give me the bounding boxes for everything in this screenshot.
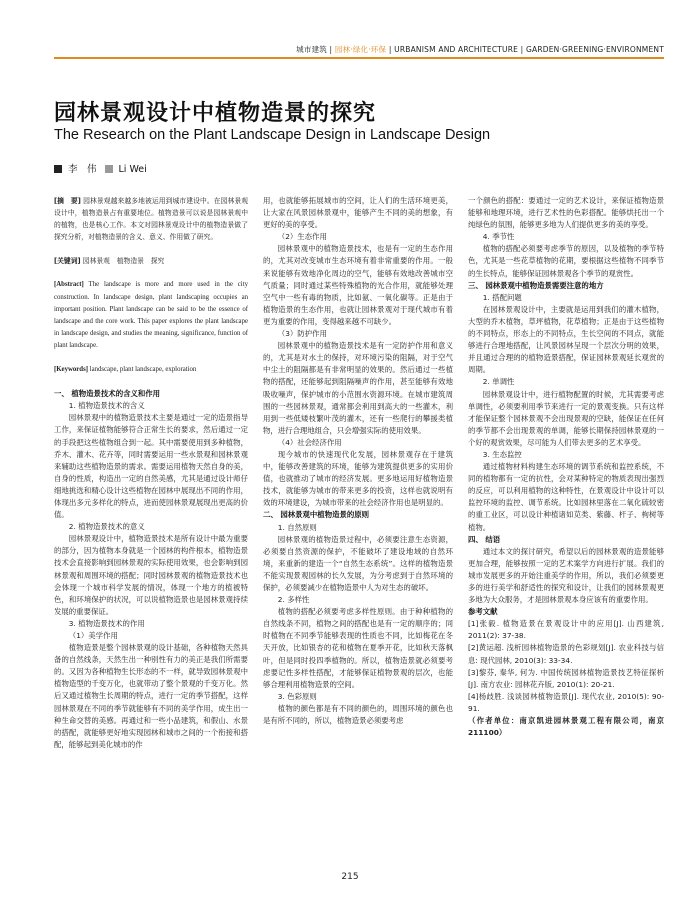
keywords-cn: [关键词] 园林景观 植物造景 探究 [54, 257, 165, 266]
page-number: 215 [341, 872, 359, 882]
gray-square-icon [105, 165, 113, 173]
subsection-heading: 3. 植物造景技术的作用 [68, 618, 145, 628]
column-3 [468, 195, 664, 739]
paragraph: 园林景观中的植物造景技术，也是有一定的生态作用的，尤其对改变城市生态环境有着非常重要的作用。一般来说能够有效地净化周边的空气，能够有效地改善城市空气质量；同时通过某些特殊植物的光合作用，就能够处理空气中一些有毒的物质，比如氨、一氧化碳等。正是由于植物造景的生态作用，也就让园林景观对于现代城市有着更为重要的作用，变得越来越不可缺少。 [263, 244, 453, 326]
subsection-heading: 2. 单调性 [482, 377, 515, 387]
reference-item: [3]黎芬, 秦华, 何为. 中国传统园林植物造景技艺特征探析[J]. 南方农业: 园林花卉版, 2010(1): 20-21. [468, 667, 664, 689]
header-rule [54, 57, 664, 59]
subsection-heading: 1. 植物造景技术的含义 [68, 401, 145, 411]
paragraph: 现今城市的快速现代化发展，园林景观存在于建筑中，能够改善建筑的环境，能够为建筑提供更多的实用价值，也就推动了城市的经济发展。更多地运用好植物造景技术，就能够为城市的带来更多的投资，这样也就说明有效的环境建设，为城市带来的社会经济作用也是明显的。 [263, 449, 453, 508]
subsection-heading: 2. 植物造景技术的意义 [68, 522, 145, 532]
reference-item: [4]杨歧胜. 浅谈园林植物造景[J]. 现代农业, 2010(5): 90-91. [468, 691, 664, 713]
title-chinese: 园林景观设计中植物造景的探究 [54, 101, 377, 126]
paragraph: 在园林景观设计中，主要就是运用到我们的灌木植物，大型的乔木植物，草坪植物，花草植物；正是由于这些植物的不同特点，形态上的不同特点，生长空间的不同点，就能够进行合理地搭配，让风景园林呈现一个层次分明的效果，并且通过合理的的植物造景搭配，保证园林景观延长观赏的周期。 [468, 304, 664, 375]
abstract-cn: [摘 要] 园林景观越来越多地被运用到城市建设中。在园林景观设计中，植物造景占有重要地位。植物造景可以说是园林景观中的植物，也是核心工作。本文对园林景观设计中的植物造景做了探究分析，对植物造景的含义、意义、作用做了研究。 [54, 197, 248, 242]
paragraph: 通过植物材料构建生态环境的调节系统和监控系统，不同的植物都有一定的抗性，会对某种特定的物质表现出强烈的反应，可以利用植物的这种特性，在景观设计中设计可以监控环境的监控、调节系统。比如园林里落在二氧化硫较密的重工业区，可以设计种植诸如苋类、紫藤、杆子、枸树等植物。 [468, 462, 664, 532]
subsection-heading: 3. 生态监控 [482, 449, 522, 459]
subsection-heading: 3. 色彩原则 [277, 691, 317, 701]
section-heading-4: 四、 结语 [468, 534, 501, 544]
paragraph: 一个颜色的搭配：要通过一定的艺术设计，来保证植物造景能够和地理环境，进行艺术性的色彩搭配。能够烘托出一个纯绿色的氛围，能够更多地为人们提供更多的美的享受。 [468, 196, 664, 230]
subsection-heading: 4. 季节性 [482, 232, 515, 242]
column-2 [263, 195, 453, 727]
subsection-heading: 1. 自然原则 [277, 522, 317, 532]
paragraph: 植物造景是整个园林景观的设计基础，各种植物天然具备的自然线条，天然生出一种别性有力的美正是我们所需要的。又因为各种植物生长形态的不一样，就导致园林景观中植物造型的千变万化，也就带动了整个景观的千变万化。然后又通过植物生长周期的特点，进行一定的季节搭配，这样园林景观在不同的季节就能够有不同的美学作用，成生出一种生命交替的美感。再通过和一些小品建筑，和假山、水景的搭配，就能够更好地实现园林和城市之间的一个衔接和搭配，能够起到美化城市的作 [54, 643, 248, 749]
column-1 [54, 195, 248, 751]
subsection-heading: （2）生态作用 [277, 232, 327, 242]
paragraph: 园林景观中的植物造景技术是有一定防护作用和意义的，尤其是对水土的保持，对环境污染的阻隔，对于空气中尘土的阻隔都是有非常明显的效果的。然后通过一些植物的搭配，还能够起到阻隔噪声的作用，甚至能够有效地吸收噪声，保护城市的小范围水资源环境。在城市建筑周围的一些园林景观，通常都会利用到高大的一些灌木，利用到一些低矮枝繁叶茂的灌木，还有一些爬行的攀援类植物，进行合理地组合，只会增强实际的使用效果。 [263, 341, 453, 435]
section-heading-2: 二、 园林景观中植物造景的原则 [263, 510, 370, 520]
section-heading-1: 一、 植物造景技术的含义和作用 [54, 389, 161, 399]
subsection-heading: （3）防护作用 [277, 329, 327, 339]
subsection-heading: 2. 多样性 [277, 595, 310, 605]
author-affiliation: （作者单位：南京凯进园林景观工程有限公司，南京 211100） [468, 716, 664, 738]
author-en: Li Wei [118, 164, 147, 175]
paragraph: 植物的搭配必须要考虑季节的原因，以及植物的季节特色，尤其是一些花草植物的花期，要根据这些植物不同季节的生长特点，能够保证园林景观各个季节的观赏性。 [468, 244, 664, 278]
paragraph: 园林景观中的植物造景技术主要是通过一定的造景指导工作，来保证植物能够符合正常生长的要求，然后通过一定的手段把这些植物组合到一起。其中需要使用到多种植物，乔木、灌木、花卉等，同时需要运用一些水景观和园林景观来辅助这些植物造景的需求。需要运用植物天然自身的美，自身的性质，构造出一定的自然美感，尤其是通过设计师仔细地挑选和精心设计这些植物在园林中展现出不同的作用，体现出多元多样化的特点，进而使园林景观展现出更高的价值。 [54, 413, 248, 520]
author-cn: 李 伟 [68, 164, 97, 175]
section-heading-3: 三、 园林景观中植物造景需要注意的地方 [468, 280, 604, 290]
reference-item: [1]张毅. 植物造景在景观设计中的应用[J]. 山西建筑, 2011(2): 37-38. [468, 619, 664, 641]
running-header: 城市建筑 | 园林·绿化·环保 | URBANISM AND ARCHITECTURE | GARDEN·GREENING·ENVIRONMENT [296, 45, 664, 54]
subsection-heading: （1）美学作用 [68, 631, 118, 640]
author-line [54, 161, 147, 175]
black-square-icon [54, 165, 62, 173]
title-english: The Research on the Plant Landscape Design in Landscape Design [54, 127, 491, 143]
subsection-heading: 1. 搭配问题 [482, 292, 522, 302]
paragraph: 通过本文的探讨研究，希望以后的园林景观的造景能够更加合理，能够按照一定的艺术案学方向进行扩展。我们的城市发展更多的开始注重美学的作用，所以，我们必须要更多的进行美学和舒适性的探究和设计，让我们的园林景观更多地为大众服务，才是园林景观本身应该有的重要作用。 [468, 546, 664, 605]
paragraph: 园林景观设计中，进行植物配置的时候，尤其需要考虑单调性，必须要利用季节来进行一定的景观变换。只有这样才能保证整个园林景观不会出现景观的空缺，能保证在任何的季节都不会出现景观的单调，能够长期保持园林景观的一个好的观赏效果，尽可能为人们带去更多的艺术享受。 [468, 389, 664, 447]
keywords-en: [Keywords] landscape, plant landscape, exploration [54, 366, 197, 374]
paragraph: 植物的搭配必须要考虑多样性原则。由于种种植物的自然线条不同，植物之间的搭配也是有一定的顺序的；同时植物在不同季节能够表现的性质也不同，比如梅花在冬天开放，比如银杏的花和植物在夏季开花，比如秋天落枫叶，但是同时投四季植物的。所以，植物造景就必须要考虑要记性多样性搭配，才能够保证植物景观的层次，也能够合理利用植物造景的空间。 [263, 607, 453, 689]
paragraph: 植物的颜色都是有不同的颜色的，周围环境的颜色也是有所不同的，所以，植物造景必须要考虑 [263, 703, 453, 726]
paragraph: 园林景观设计中，植物造景技术是所有设计中最为重要的部分，因为植物本身就是一个园林的构件根本，植物造景技术会直接影响到园林景观的实际使用效果，也会影响到园林景观和周围环境的搭配；同时园林景观的植物造景技术也会体现一个城市科学发展的情况，体现一个地方的植被特色，和环境保护的状况，可以说植物造景也是园林景观持续发展的重要保证。 [54, 534, 248, 616]
reference-item: [2]黄运超. 浅析园林植物造景的色彩规划[J]. 农业科技与信息: 现代园林, 2010(3): 33-34. [468, 643, 664, 665]
references-heading: 参考文献 [468, 607, 498, 617]
paragraph: 园林景观的植物造景过程中，必须要注意生态资源，必须要自然资源的保护，不能破坏了建设地域的自然环境，来重新的建造一个“自然生态系统”。这样的植物造景不能实现景观园林的长久发展，为分考虑到于自然环境的保护，必须要减少在植物造景中人为对生态的破坏。 [263, 534, 453, 592]
abstract-en: [Abstract] The landscape is more and more used in the city construction. In landscape design, plant landscaping occupies an important position. Plant landscape can be said to be the essence of landscape and the core work. This paper explores the plant landscape in landscape design, and studies the meaning, significance, function of plant landscape. [54, 281, 248, 349]
header-section-highlight: 园林·绿化·环保 [334, 45, 387, 54]
paragraph: 用，也就能够拓展城市的空间，让人们的生活环境更美，让大家在风景园林景观中，能够产生不同的美的想象，有更好的美的享受。 [263, 196, 453, 230]
subsection-heading: （4）社会经济作用 [277, 437, 342, 447]
